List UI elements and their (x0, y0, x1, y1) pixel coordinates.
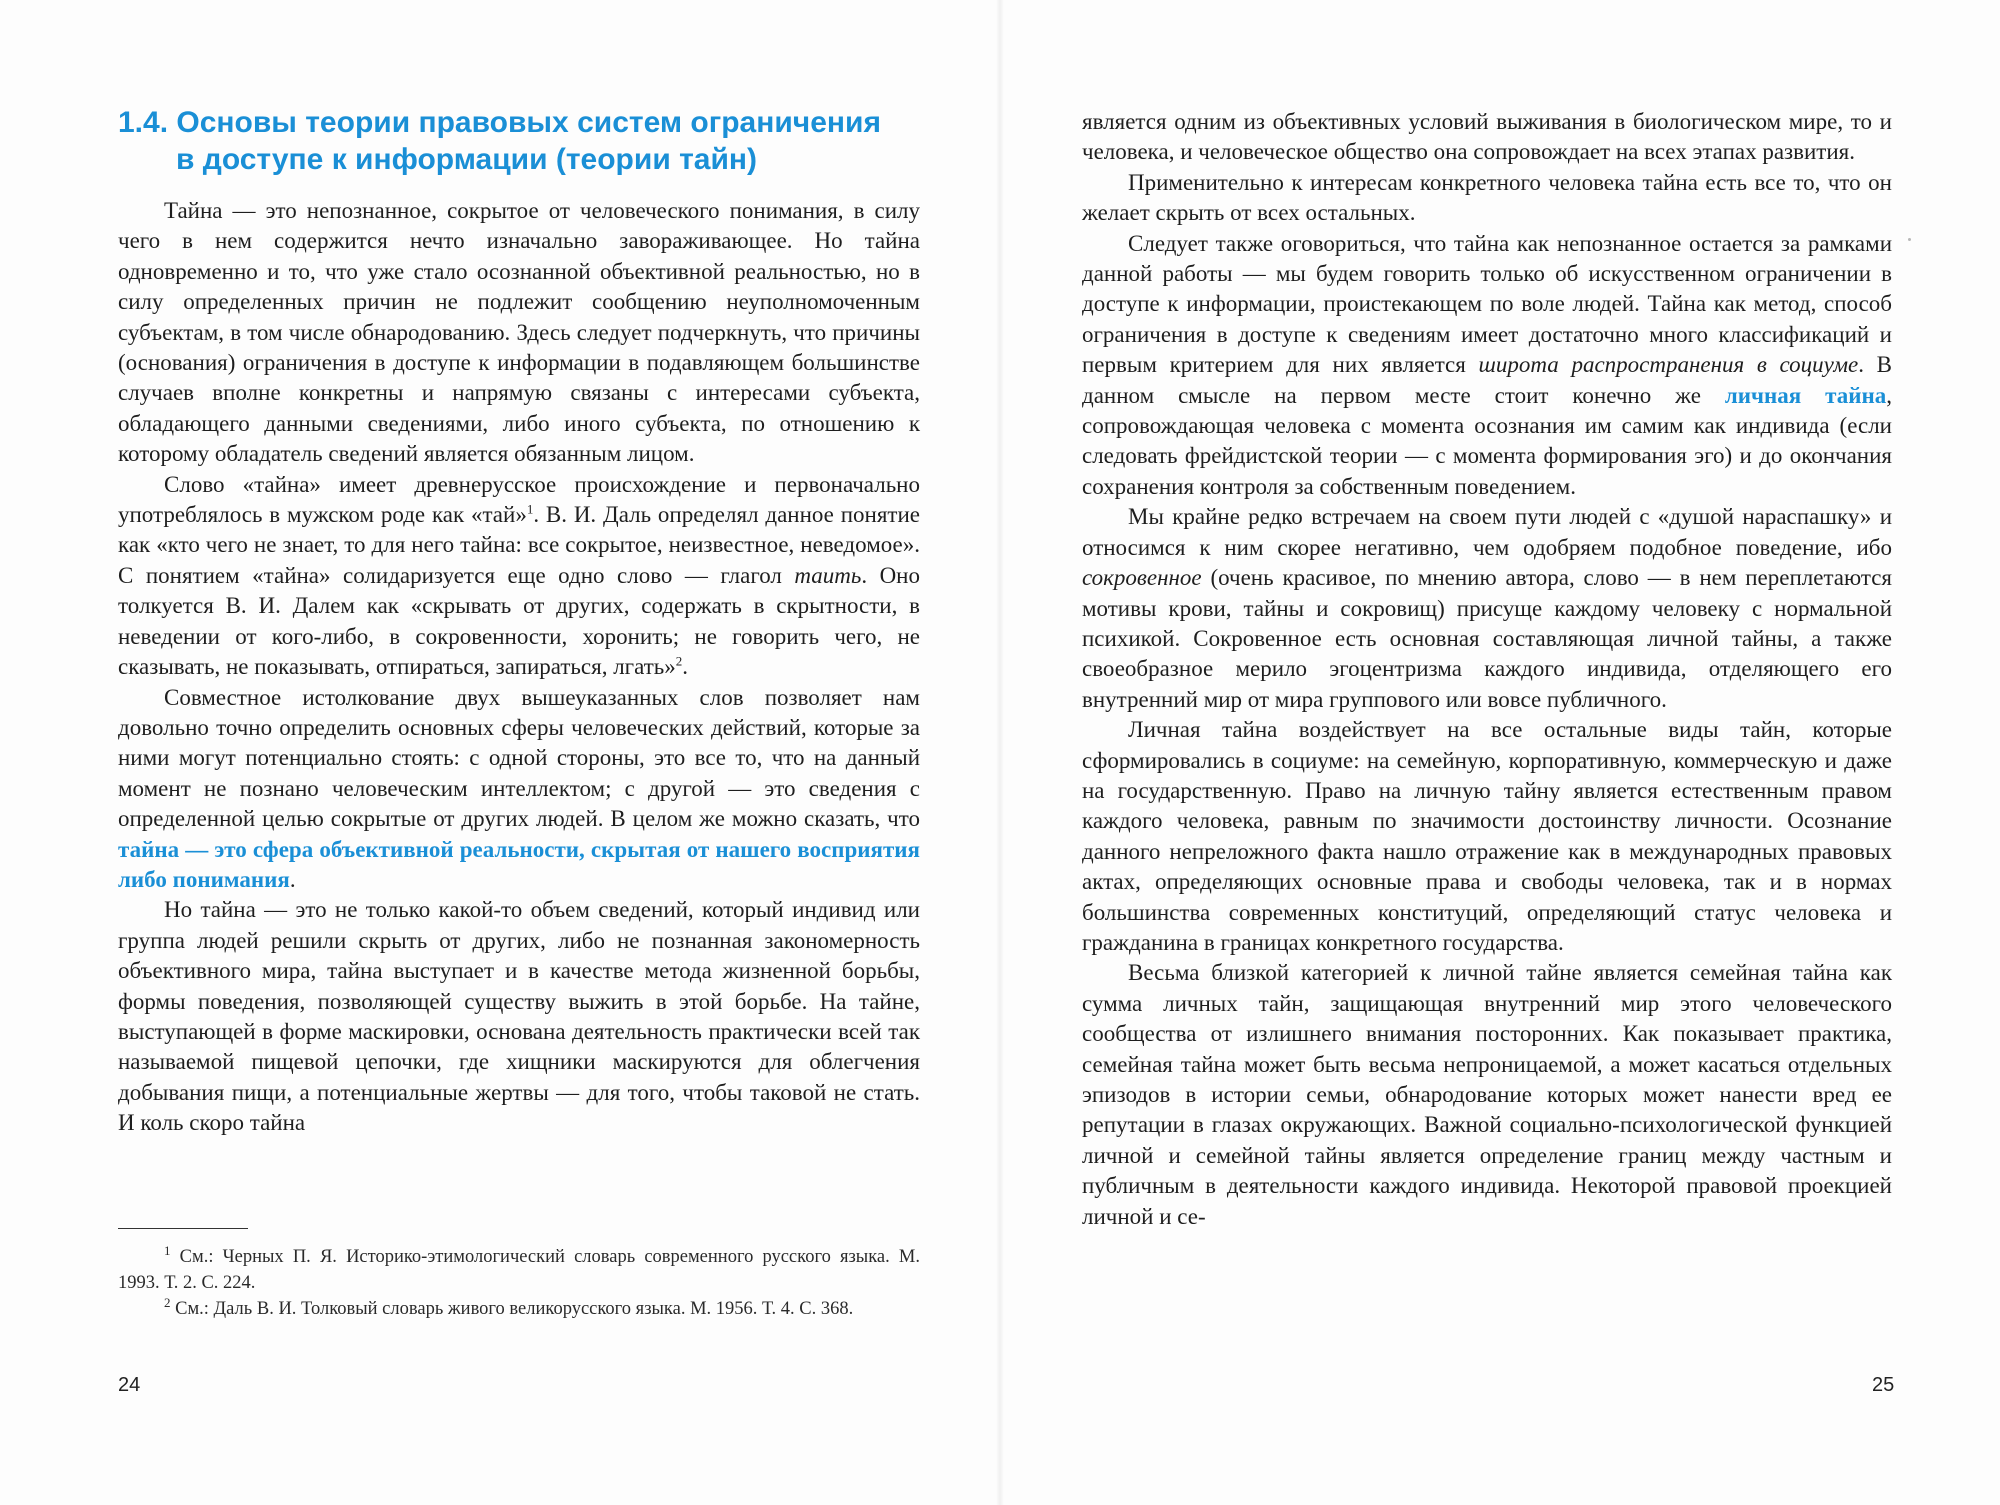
right-paragraph-5 (1082, 715, 1892, 958)
text-run: Мы крайне редко встречаем на своем пути людей с «душой нараспашку» и относимся к ним скорее негативно, чем одобряем подобное поведение, ибо (1082, 504, 1892, 560)
section-heading (118, 104, 938, 178)
text-run: Слово «тайна» имеет древнерусское происхождение и первоначально употреблялось в мужском роде как «тай» (118, 471, 920, 528)
highlighted-definition: тайна — это сфера объективной реальности, скрытая от нашего восприятия либо понимания (118, 836, 920, 892)
section-heading-line-1: 1.4. Основы теории правовых систем ограничения (118, 106, 881, 139)
text-run: . В. И. Даль определял данное понятие как «кто чего не знает, то для него тайна: все сокрытое, неизвестное, неведомое». С понятием «тайна» солидаризуется еще одно слово — глагол (118, 502, 920, 588)
left-page-body (118, 196, 920, 1139)
text-run: Личная тайна воздействует на все остальные виды тайн, которые сформировались в социуме: на семейную, корпоративную, коммерческую и даже на государственную. Право на личную тайну является естественным правом каждого человека, равным по значимости достоинству личности. Осознание данного непреложного факта нашло отражение как в международных правовых актах, определяющих основные права и свободы человека, так и в нормах большинства современных конституций, определяющий статус человека и гражданина в границах конкретного государства. (1082, 717, 1892, 955)
right-paragraph-1 (1082, 107, 1892, 168)
footnote-ref: 2 (675, 653, 683, 669)
text-run: Следует также оговориться, что тайна как непознанное остается за рамками данной работы — мы будем говорить только об искусственном ограничении в доступе к информации, проистекающем по воле людей. Тайна как метод, способ ограничения в доступе к сведениям имеет достаточно много классификаций и первым критерием для них является (1082, 230, 1892, 378)
footnote-separator (118, 1228, 248, 1229)
text-run: . Оно толкуется В. И. Далем как «скрывать от других, содержать в скрытности, в неведении от кого-либо, в сокровенности, хоронить; не говорить чего, не сказывать, не показывать, отпираться, запираться, лгать» (118, 562, 920, 680)
text-run: . В данном смысле на первом месте стоит конечно же (1082, 352, 1892, 408)
text-run: Весьма близкой категорией к личной тайне является семейная тайна как сумма личных тайн, защищающая внутренний мир этого человеческого сообщества от излишнего внимания посторонних. Как показывает практика, семейная тайна может быть весьма непроницаемой, а может касаться отдельных эпизодов в истории семьи, обнародование которых может нанести вред ее репутации в глазах окружающих. Важной социально-психологической функцией личной и семейной тайны является определение границ между частным и публичным в деятельности каждого индивида. Некоторой правовой проекцией личной и се- (1082, 960, 1892, 1229)
right-page (1000, 0, 2000, 1505)
footnote-mark: 2 (164, 1294, 171, 1310)
text-run: (очень красивое, по мнению автора, слово — в нем переплетаются мотивы крови, тайны и сокровищ) присуще каждому человеку с нормальной психикой. Сокровенное есть основная составляющая личной тайны, а также своеобразное мерило эгоцентризма каждого индивида, отделяющего его внутренний мир от мира группового или вовсе публичного. (1082, 565, 1892, 712)
left-paragraph-2 (118, 470, 920, 683)
highlighted-definition: личная тайна (1724, 382, 1887, 408)
text-run: Но тайна — это не только какой-то объем сведений, который индивид или группа людей решили скрыть от других, либо не познанная закономерность объективного мира, тайна выступает и в качестве метода жизненной борьбы, формы поведения, позволяющей существу выжить в этой борьбе. На тайне, выступающей в форме маскировки, основана деятельность практически всей так называемой пищевой цепочки, где хищники маскируются для облегчения добывания пищи, а потенциальные жертвы — для того, чтобы таковой не стать. И коль скоро тайна (118, 897, 920, 1136)
page-number-left: 24 (118, 1374, 141, 1396)
text-run: является одним из объективных условий выживания в биологическом мире, то и человека, и человеческое общество она сопровождает на всех этапах развития. (1082, 109, 1892, 165)
footnote-2 (118, 1296, 920, 1322)
right-paragraph-3 (1082, 229, 1892, 503)
text-run: Тайна — это непознанное, сокрытое от человеческого понимания, в силу чего в нем содержится нечто изначально завораживающее. Но тайна одновременно и то, что уже стало осознанной объективной реальностью, но в силу определенных причин не подлежит сообщению неуполномоченным субъектам, в том числе обнародованию. Здесь следует подчеркнуть, что причины (основания) ограничения в доступе к информации в подавляющем большинстве случаев вполне конкретны и напрямую связаны с интересами субъекта, обладающего данными сведениями, либо иного субъекта, по отношению к которому обладатель сведений является обязанным лицом. (118, 198, 920, 467)
italic-term: широта распространения в социуме (1478, 352, 1859, 378)
page-number-right: 25 (1872, 1374, 1895, 1396)
footnote-text: См.: Даль В. И. Толковый словарь живого великорусского языка. М. 1956. Т. 4. С. 368. (170, 1299, 854, 1319)
scan-speck (1908, 238, 1911, 241)
footnote-text: См.: Черных П. Я. Историко-этимологический словарь современного русского языка. М. 1993. Т. 2. С. 224. (118, 1247, 920, 1293)
right-paragraph-2 (1082, 168, 1892, 229)
text-run: . (289, 866, 296, 892)
footnotes (118, 1244, 920, 1322)
right-paragraph-6 (1082, 958, 1892, 1232)
section-heading-line-2: в доступе к информации (теории тайн) (176, 143, 758, 176)
italic-term: таить (794, 562, 862, 588)
footnote-1 (118, 1244, 920, 1296)
text-run: . (682, 654, 689, 680)
italic-term: сокровенное (1082, 565, 1202, 591)
left-paragraph-4 (118, 895, 920, 1138)
footnote-ref: 1 (526, 501, 534, 517)
text-run: Совместное истолкование двух вышеуказанных слов позволяет нам довольно точно определить основных сферы человеческих действий, которые за ними могут потенциально стоять: с одной стороны, это все то, что на данный момент не познано человеческим интеллектом; с другой — это сведения с определенной целью сокрытые от других людей. В целом же можно сказать, что (118, 684, 920, 832)
right-page-body (1082, 107, 1892, 1232)
right-paragraph-4 (1082, 502, 1892, 715)
footnote-mark: 1 (164, 1242, 171, 1258)
left-paragraph-1 (118, 196, 920, 470)
text-run: , сопровождающая человека с момента осознания им самим как индивида (если следовать фрейдистской теории — с момента формирования эго) и до окончания сохранения контроля за собственным поведением. (1082, 382, 1893, 499)
left-paragraph-3 (118, 683, 920, 896)
text-run: Применительно к интересам конкретного человека тайна есть все то, что он желает скрыть от всех остальных. (1082, 169, 1892, 226)
